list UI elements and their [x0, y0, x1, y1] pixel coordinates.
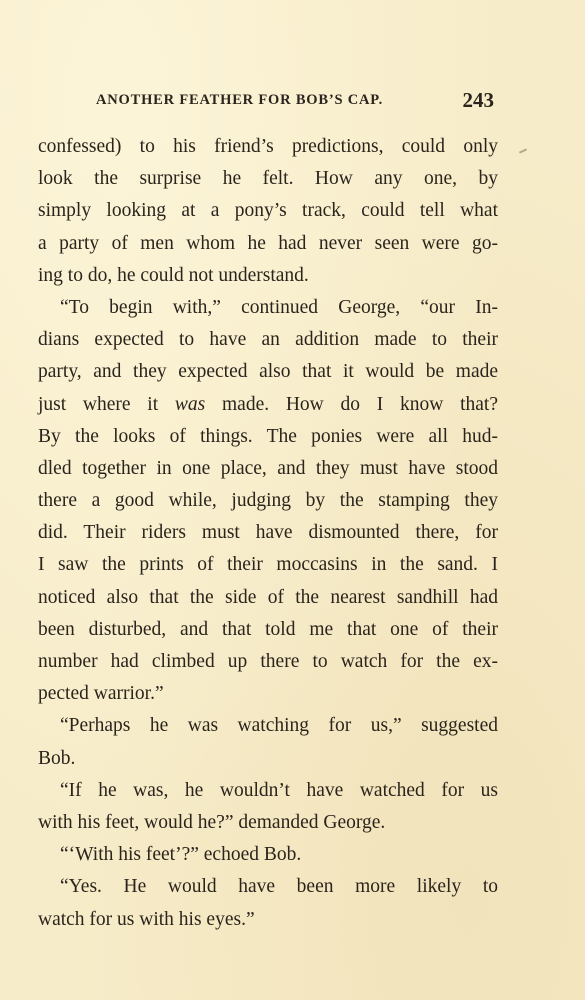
- page-number: 243: [462, 88, 494, 112]
- text-line: been disturbed, and that told me that one of their: [38, 618, 498, 640]
- text-line: pected warrior.”: [38, 683, 164, 705]
- text-line: ing to do, he could not understand.: [38, 264, 309, 286]
- text-line: there a good while, judging by the stamping they: [38, 490, 498, 512]
- body-text: [38, 131, 498, 936]
- text-line: look the surprise he felt. How any one, by: [38, 168, 498, 190]
- italic-word: was: [174, 393, 206, 415]
- text-line: [38, 389, 498, 421]
- text-line: “To begin with,” continued George, “our In-: [60, 296, 498, 318]
- text-line: Bob.: [38, 747, 76, 769]
- text-line: number had climbed up there to watch for the ex-: [38, 651, 498, 672]
- text-line: party, and they expected also that it would be made: [38, 361, 498, 383]
- text-line: confessed) to his friend’s predictions, could only: [38, 136, 498, 157]
- margin-mark: [519, 148, 527, 153]
- text-line: did. Their riders must have dismounted there, for: [38, 522, 498, 544]
- text-line: a party of men whom he had never seen were go-: [38, 232, 498, 254]
- text-line: “‘With his feet’?” echoed Bob.: [60, 844, 302, 866]
- text-line: “Perhaps he was watching for us,” suggested: [60, 715, 498, 737]
- text-line: noticed also that the side of the nearest sandhill had: [38, 586, 498, 608]
- running-title: ANOTHER FEATHER FOR BOB’S CAP.: [96, 92, 384, 108]
- text-line: watch for us with his eyes.”: [38, 908, 255, 930]
- text-line: “If he was, he wouldn’t have watched for us: [60, 779, 498, 801]
- text-line: dled together in one place, and they must have stood: [38, 457, 498, 479]
- text-line: simply looking at a pony’s track, could tell what: [38, 200, 498, 222]
- text-line: By the looks of things. The ponies were all hud-: [38, 425, 498, 447]
- text-segment: made. How do I know that?: [205, 393, 498, 415]
- text-line: “Yes. He would have been more likely to: [60, 876, 498, 898]
- text-line: dians expected to have an addition made to their: [38, 329, 498, 351]
- text-segment: just where it: [38, 393, 175, 415]
- running-head: [96, 88, 496, 114]
- text-line: I saw the prints of their moccasins in the sand. I: [38, 554, 498, 576]
- text-line: with his feet, would he?” demanded George.: [38, 811, 386, 833]
